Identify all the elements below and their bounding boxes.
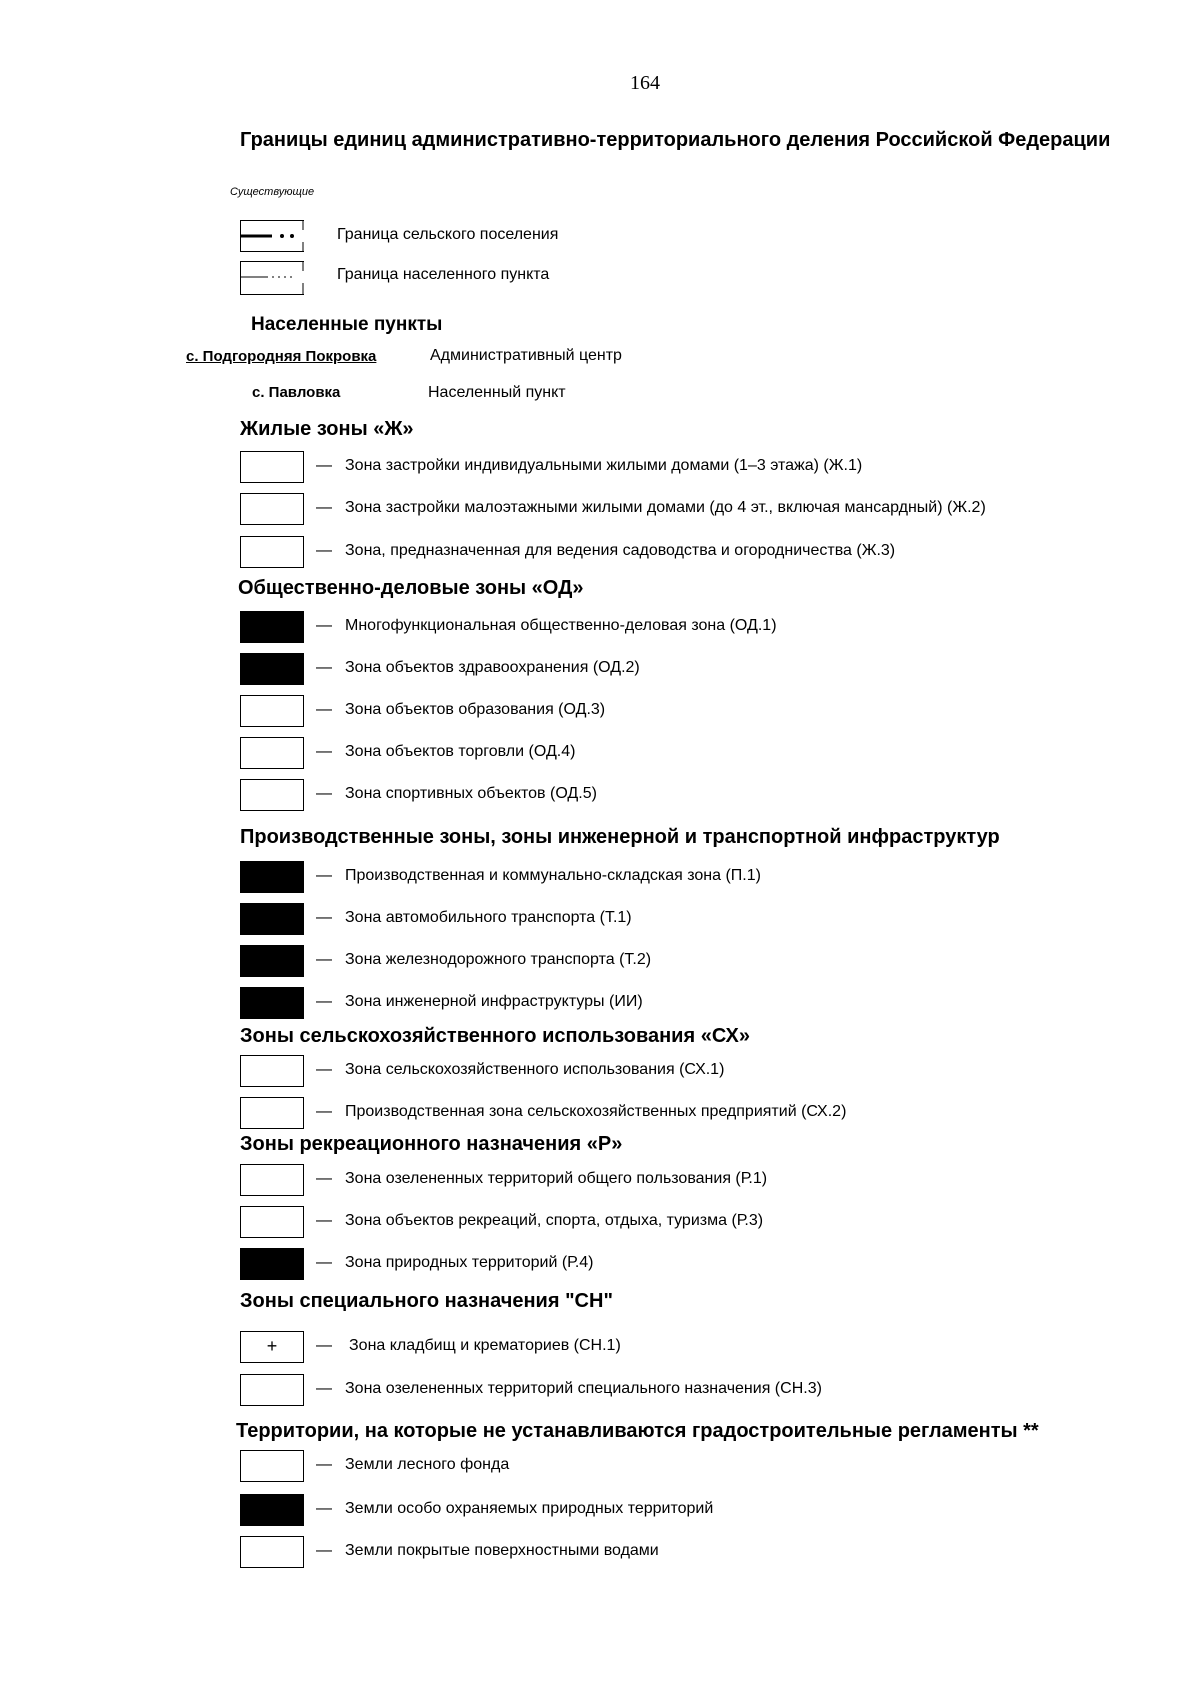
legend-dash: — [316, 1254, 332, 1271]
zone-swatch [240, 653, 304, 685]
zone-swatch [240, 1374, 304, 1406]
zone-swatch [240, 1494, 304, 1526]
legend-dash: — [316, 1212, 332, 1229]
zone-swatch [240, 695, 304, 727]
section-title: Зоны специального назначения "СН" [240, 1290, 613, 1312]
section-title: Производственные зоны, зоны инженерной и транспортной инфраструктур [240, 826, 1000, 848]
rural-settlement-boundary-icon [240, 220, 304, 252]
zone-swatch [240, 737, 304, 769]
legend-dash: — [316, 701, 332, 718]
section-title: Территории, на которые не устанавливаются градостроительные регламенты ** [236, 1420, 1039, 1442]
zone-swatch [240, 1055, 304, 1087]
zone-swatch [240, 945, 304, 977]
section-title: Жилые зоны «Ж» [240, 418, 414, 440]
legend-dash: — [316, 1380, 332, 1397]
legend-dash: — [316, 1456, 332, 1473]
zone-label: Зона объектов торговли (ОД.4) [345, 743, 576, 760]
section-title-settlements: Населенные пункты [251, 314, 443, 335]
section-title: Общественно-деловые зоны «ОД» [238, 577, 584, 599]
legend-dash: — [316, 659, 332, 676]
legend-dash: — [316, 617, 332, 634]
zone-swatch [240, 779, 304, 811]
legend-dash: — [316, 499, 332, 516]
zone-label: Зона объектов образования (ОД.3) [345, 701, 606, 718]
zone-label: Земли особо охраняемых природных территорий [345, 1500, 714, 1517]
section-title: Зоны рекреационного назначения «Р» [240, 1133, 623, 1155]
settlement-boundary-icon [240, 261, 304, 295]
zone-swatch [240, 1164, 304, 1196]
legend-dash: — [316, 785, 332, 802]
zone-label: Зона кладбищ и крематориев (СН.1) [349, 1337, 621, 1354]
zone-label: Зона, предназначенная для ведения садоводства и огородничества (Ж.3) [345, 542, 896, 559]
zone-label: Зона застройки индивидуальными жилыми домами (1–3 этажа) (Ж.1) [345, 457, 863, 474]
zone-label: Производственная зона сельскохозяйственных предприятий (СХ.2) [345, 1103, 847, 1120]
zone-label: Производственная и коммунально-складская зона (П.1) [345, 867, 761, 884]
legend-label-rural-boundary: Граница сельского поселения [337, 226, 559, 243]
page-title: Границы единиц административно-территориального деления Российской Федерации [240, 129, 1111, 151]
settlement-sample-locality: с. Павловка [252, 384, 341, 401]
zone-swatch [240, 1450, 304, 1482]
legend-dash: — [316, 1061, 332, 1078]
legend-dash: — [316, 1170, 332, 1187]
settlement-label-locality: Населенный пункт [428, 384, 566, 401]
zone-label: Зона сельскохозяйственного использования (СХ.1) [345, 1061, 725, 1078]
legend-dash: — [316, 743, 332, 760]
zone-swatch [240, 611, 304, 643]
zone-label: Зона объектов здравоохранения (ОД.2) [345, 659, 640, 676]
zone-label: Земли лесного фонда [345, 1456, 510, 1473]
zone-swatch [240, 1331, 304, 1363]
legend-dash: — [316, 1542, 332, 1559]
legend-dash: — [316, 457, 332, 474]
cross-icon: + [266, 1336, 278, 1356]
zone-label: Зона спортивных объектов (ОД.5) [345, 785, 597, 802]
settlement-sample-admin-center: с. Подгородняя Покровка [186, 348, 377, 365]
legend-dash: — [316, 1337, 332, 1354]
zone-swatch [240, 1206, 304, 1238]
zone-swatch [240, 493, 304, 525]
zone-label: Зона железнодорожного транспорта (Т.2) [345, 951, 652, 968]
zone-swatch [240, 536, 304, 568]
zone-label: Зона озелененных территорий общего пользования (Р.1) [345, 1170, 768, 1187]
zone-swatch [240, 903, 304, 935]
zone-label: Земли покрытые поверхностными водами [345, 1542, 659, 1559]
zone-label: Зона природных территорий (Р.4) [345, 1254, 594, 1271]
zone-label: Зона инженерной инфраструктуры (ИИ) [345, 993, 643, 1010]
legend-dash: — [316, 993, 332, 1010]
zone-swatch [240, 451, 304, 483]
zone-swatch [240, 1097, 304, 1129]
legend-dash: — [316, 867, 332, 884]
legend-label-settlement-boundary: Граница населенного пункта [337, 266, 550, 283]
zone-label: Зона озелененных территорий специального назначения (СН.3) [345, 1380, 822, 1397]
zone-swatch [240, 1248, 304, 1280]
zone-swatch [240, 1536, 304, 1568]
zone-label: Многофункциональная общественно-деловая зона (ОД.1) [345, 617, 777, 634]
page-number: 164 [630, 72, 660, 94]
zone-label: Зона автомобильного транспорта (Т.1) [345, 909, 632, 926]
zone-swatch [240, 861, 304, 893]
legend-dash: — [316, 951, 332, 968]
legend-dash: — [316, 1103, 332, 1120]
legend-dash: — [316, 909, 332, 926]
settlement-label-admin-center: Административный центр [430, 347, 622, 364]
section-title: Зоны сельскохозяйственного использования «СХ» [240, 1025, 750, 1047]
zone-label: Зона застройки малоэтажными жилыми домами (до 4 эт., включая мансардный) (Ж.2) [345, 499, 986, 516]
legend-dash: — [316, 542, 332, 559]
legend-dash: — [316, 1500, 332, 1517]
zone-swatch [240, 987, 304, 1019]
existing-label: Существующие [230, 186, 315, 198]
zone-label: Зона объектов рекреаций, спорта, отдыха, туризма (Р.3) [345, 1212, 764, 1229]
